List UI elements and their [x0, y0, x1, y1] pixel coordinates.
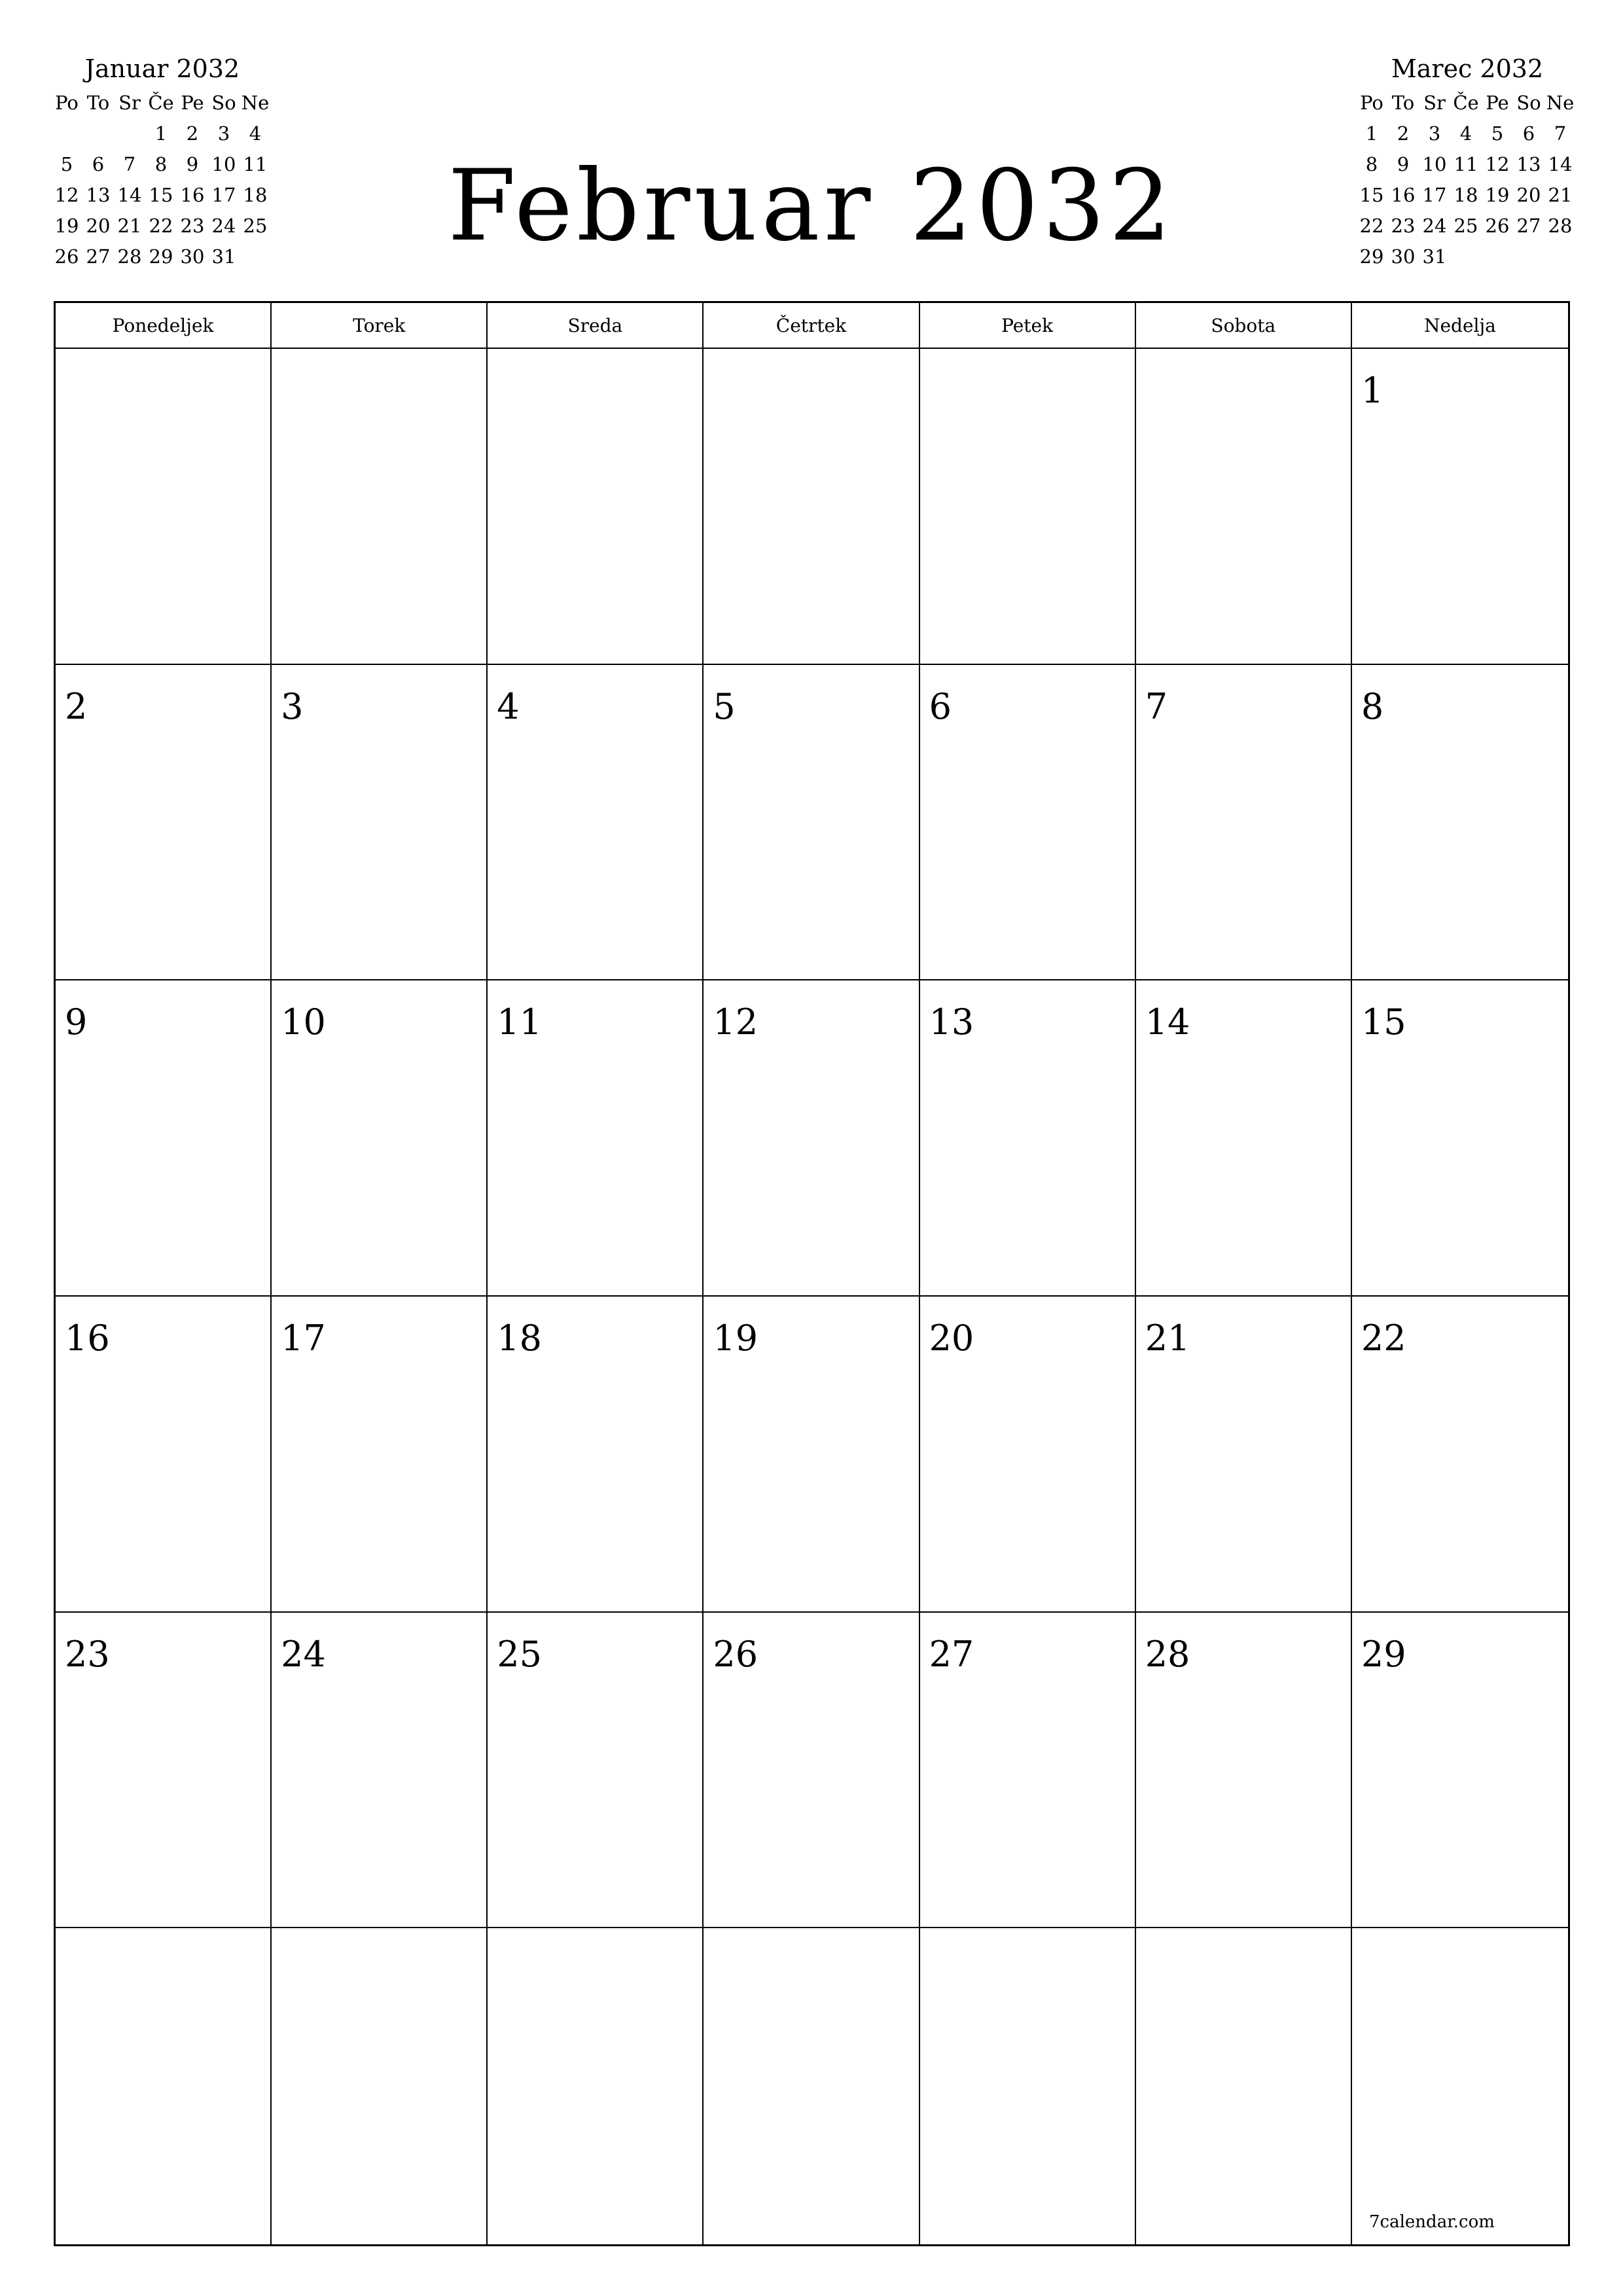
day-number: 25: [497, 1633, 542, 1675]
day-number: 27: [929, 1633, 974, 1675]
mini-day-number: [1544, 242, 1576, 272]
mini-weekday-label: Po: [55, 92, 79, 114]
day-cell: [920, 1613, 1136, 1929]
weekday-header: Ponedeljek: [56, 303, 272, 349]
mini-day-number: 23: [180, 215, 205, 237]
mini-day-number: 18: [1454, 184, 1478, 206]
mini-day-number: 21: [117, 215, 142, 237]
day-cell: [1352, 980, 1568, 1297]
mini-day-number: 11: [243, 153, 268, 175]
mini-calendar-title: Marec 2032: [1391, 54, 1544, 83]
day-number: 21: [1145, 1317, 1190, 1359]
mini-day-number: 2: [186, 122, 199, 145]
day-cell: [56, 980, 272, 1297]
mini-day-number: 1: [1365, 122, 1378, 145]
mini-day-number: [240, 242, 271, 272]
mini-day-number: 13: [86, 184, 111, 206]
page-title: Februar 2032: [448, 149, 1175, 263]
day-cell: [272, 1928, 488, 2244]
weekday-header: Sobota: [1136, 303, 1352, 349]
day-number: 18: [497, 1317, 542, 1359]
mini-day-number: [1482, 242, 1513, 272]
day-cell: [704, 1297, 919, 1613]
day-cell: [488, 1928, 704, 2244]
mini-day-number: 15: [1359, 184, 1384, 206]
mini-weekday-label: Po: [1360, 92, 1383, 114]
mini-weekday-label: Sr: [118, 92, 141, 114]
mini-day-number: 10: [211, 153, 236, 175]
mini-weekday-label: Če: [1453, 92, 1479, 114]
mini-weekday-label: To: [86, 92, 110, 114]
mini-day-number: 20: [1516, 184, 1541, 206]
day-cell: [56, 1613, 272, 1929]
mini-day-number: 3: [217, 122, 230, 145]
weekday-header: Petek: [920, 303, 1136, 349]
mini-day-number: 26: [54, 245, 79, 268]
day-number: 20: [929, 1317, 974, 1359]
mini-day-number: 15: [149, 184, 173, 206]
day-cell: [1136, 1297, 1352, 1613]
day-cell: [920, 349, 1136, 665]
day-cell: [1352, 1297, 1568, 1613]
mini-day-number: 12: [54, 184, 79, 206]
day-cell: [920, 665, 1136, 981]
day-cell: [704, 349, 919, 665]
day-cell: [272, 665, 488, 981]
day-number: 29: [1361, 1633, 1406, 1675]
mini-day-number: 17: [211, 184, 236, 206]
mini-day-number: 19: [1485, 184, 1510, 206]
day-number: 17: [281, 1317, 326, 1359]
mini-day-number: 9: [1397, 153, 1410, 175]
mini-calendar-title: Januar 2032: [84, 54, 240, 83]
day-cell: [272, 1613, 488, 1929]
weekday-header: Nedelja: [1352, 303, 1568, 349]
mini-day-number: 22: [1359, 215, 1384, 237]
mini-day-number: 25: [1454, 215, 1478, 237]
mini-weekday-label: Pe: [1486, 92, 1509, 114]
weekday-header: Torek: [272, 303, 488, 349]
day-number: 6: [929, 685, 952, 727]
day-number: 10: [281, 1001, 326, 1043]
day-cell: [1136, 349, 1352, 665]
mini-day-number: 11: [1454, 153, 1478, 175]
mini-day-number: 17: [1422, 184, 1447, 206]
mini-day-number: 29: [149, 245, 173, 268]
mini-weekday-label: To: [1391, 92, 1415, 114]
day-number: 8: [1361, 685, 1384, 727]
mini-day-number: 4: [249, 122, 262, 145]
mini-weekday-label: Če: [148, 92, 174, 114]
mini-day-number: 28: [117, 245, 142, 268]
day-cell: [56, 665, 272, 981]
weekday-header: Četrtek: [704, 303, 919, 349]
mini-day-number: 4: [1459, 122, 1472, 145]
day-cell: [1352, 1613, 1568, 1929]
day-number: 28: [1145, 1633, 1190, 1675]
day-number: 19: [713, 1317, 758, 1359]
day-cell: [272, 349, 488, 665]
month-grid: [54, 301, 1570, 2246]
mini-day-number: 7: [1554, 122, 1567, 145]
day-number: 12: [713, 1001, 758, 1043]
day-number: 4: [497, 685, 520, 727]
day-cell: [488, 349, 704, 665]
day-cell: [1136, 1613, 1352, 1929]
mini-weekday-label: Sr: [1423, 92, 1446, 114]
day-cell: [1352, 349, 1568, 665]
mini-day-number: 31: [1422, 245, 1447, 268]
day-number: 7: [1145, 685, 1168, 727]
mini-day-number: 6: [92, 153, 105, 175]
mini-day-number: 14: [117, 184, 142, 206]
mini-day-number: 2: [1397, 122, 1410, 145]
mini-day-number: [114, 118, 145, 149]
mini-day-number: 30: [1391, 245, 1416, 268]
mini-weekday-label: Pe: [181, 92, 204, 114]
day-cell: [704, 980, 919, 1297]
mini-day-number: 7: [123, 153, 136, 175]
day-number: 23: [65, 1633, 110, 1675]
day-cell: [272, 1297, 488, 1613]
day-number: 26: [713, 1633, 758, 1675]
mini-day-number: 16: [1391, 184, 1416, 206]
mini-calendar-next-month: [1356, 52, 1578, 272]
day-cell: [488, 980, 704, 1297]
mini-day-number: [1450, 242, 1482, 272]
mini-day-number: 12: [1485, 153, 1510, 175]
day-number: 1: [1361, 370, 1384, 411]
mini-day-number: 19: [54, 215, 79, 237]
mini-day-number: 22: [149, 215, 173, 237]
mini-day-number: [1513, 242, 1544, 272]
mini-weekday-label: So: [211, 92, 236, 114]
mini-day-number: 18: [243, 184, 268, 206]
day-cell: [1352, 665, 1568, 981]
day-number: 22: [1361, 1317, 1406, 1359]
watermark-text: 7calendar.com: [1369, 2212, 1495, 2232]
day-number: 16: [65, 1317, 110, 1359]
day-cell: [704, 665, 919, 981]
day-cell: [704, 1613, 919, 1929]
mini-day-number: [82, 118, 114, 149]
mini-day-number: 3: [1428, 122, 1441, 145]
day-cell: [488, 1613, 704, 1929]
day-cell: [488, 1297, 704, 1613]
day-cell: [56, 1297, 272, 1613]
mini-day-number: 27: [86, 245, 111, 268]
mini-day-number: 31: [211, 245, 236, 268]
mini-day-number: 5: [60, 153, 73, 175]
day-number: 14: [1145, 1001, 1190, 1043]
mini-day-number: 29: [1359, 245, 1384, 268]
mini-day-number: 16: [180, 184, 205, 206]
mini-day-number: 8: [154, 153, 168, 175]
mini-weekday-label: So: [1516, 92, 1541, 114]
mini-day-number: 14: [1548, 153, 1573, 175]
day-cell: [1136, 980, 1352, 1297]
day-number: 11: [497, 1001, 542, 1043]
day-number: 3: [281, 685, 304, 727]
mini-day-number: 23: [1391, 215, 1416, 237]
mini-day-number: 26: [1485, 215, 1510, 237]
day-number: 15: [1361, 1001, 1406, 1043]
day-cell: [920, 980, 1136, 1297]
mini-day-number: 1: [154, 122, 168, 145]
day-cell: [1352, 1928, 1568, 2244]
day-cell: [56, 349, 272, 665]
mini-calendar-grid: [51, 88, 274, 272]
mini-calendar-grid: [1356, 88, 1578, 272]
mini-calendar-previous-month: [51, 52, 274, 272]
day-number: 5: [713, 685, 736, 727]
day-number: 24: [281, 1633, 326, 1675]
mini-day-number: 24: [1422, 215, 1447, 237]
mini-day-number: [51, 118, 82, 149]
mini-weekday-label: Ne: [1546, 92, 1575, 114]
day-cell: [704, 1928, 919, 2244]
day-cell: [272, 980, 488, 1297]
mini-day-number: 24: [211, 215, 236, 237]
day-number: 2: [65, 685, 88, 727]
day-cell: [1136, 1928, 1352, 2244]
mini-day-number: 20: [86, 215, 111, 237]
mini-day-number: 13: [1516, 153, 1541, 175]
mini-day-number: 27: [1516, 215, 1541, 237]
mini-day-number: 6: [1522, 122, 1535, 145]
mini-weekday-label: Ne: [241, 92, 270, 114]
mini-day-number: 30: [180, 245, 205, 268]
mini-day-number: 8: [1365, 153, 1378, 175]
day-number: 13: [929, 1001, 974, 1043]
day-number: 9: [65, 1001, 88, 1043]
day-cell: [920, 1297, 1136, 1613]
mini-day-number: 28: [1548, 215, 1573, 237]
mini-day-number: 10: [1422, 153, 1447, 175]
day-cell: [920, 1928, 1136, 2244]
mini-day-number: 5: [1491, 122, 1504, 145]
mini-day-number: 9: [186, 153, 199, 175]
weekday-header: Sreda: [488, 303, 704, 349]
day-cell: [1136, 665, 1352, 981]
mini-day-number: 21: [1548, 184, 1573, 206]
day-cell: [56, 1928, 272, 2244]
day-cell: [488, 665, 704, 981]
mini-day-number: 25: [243, 215, 268, 237]
